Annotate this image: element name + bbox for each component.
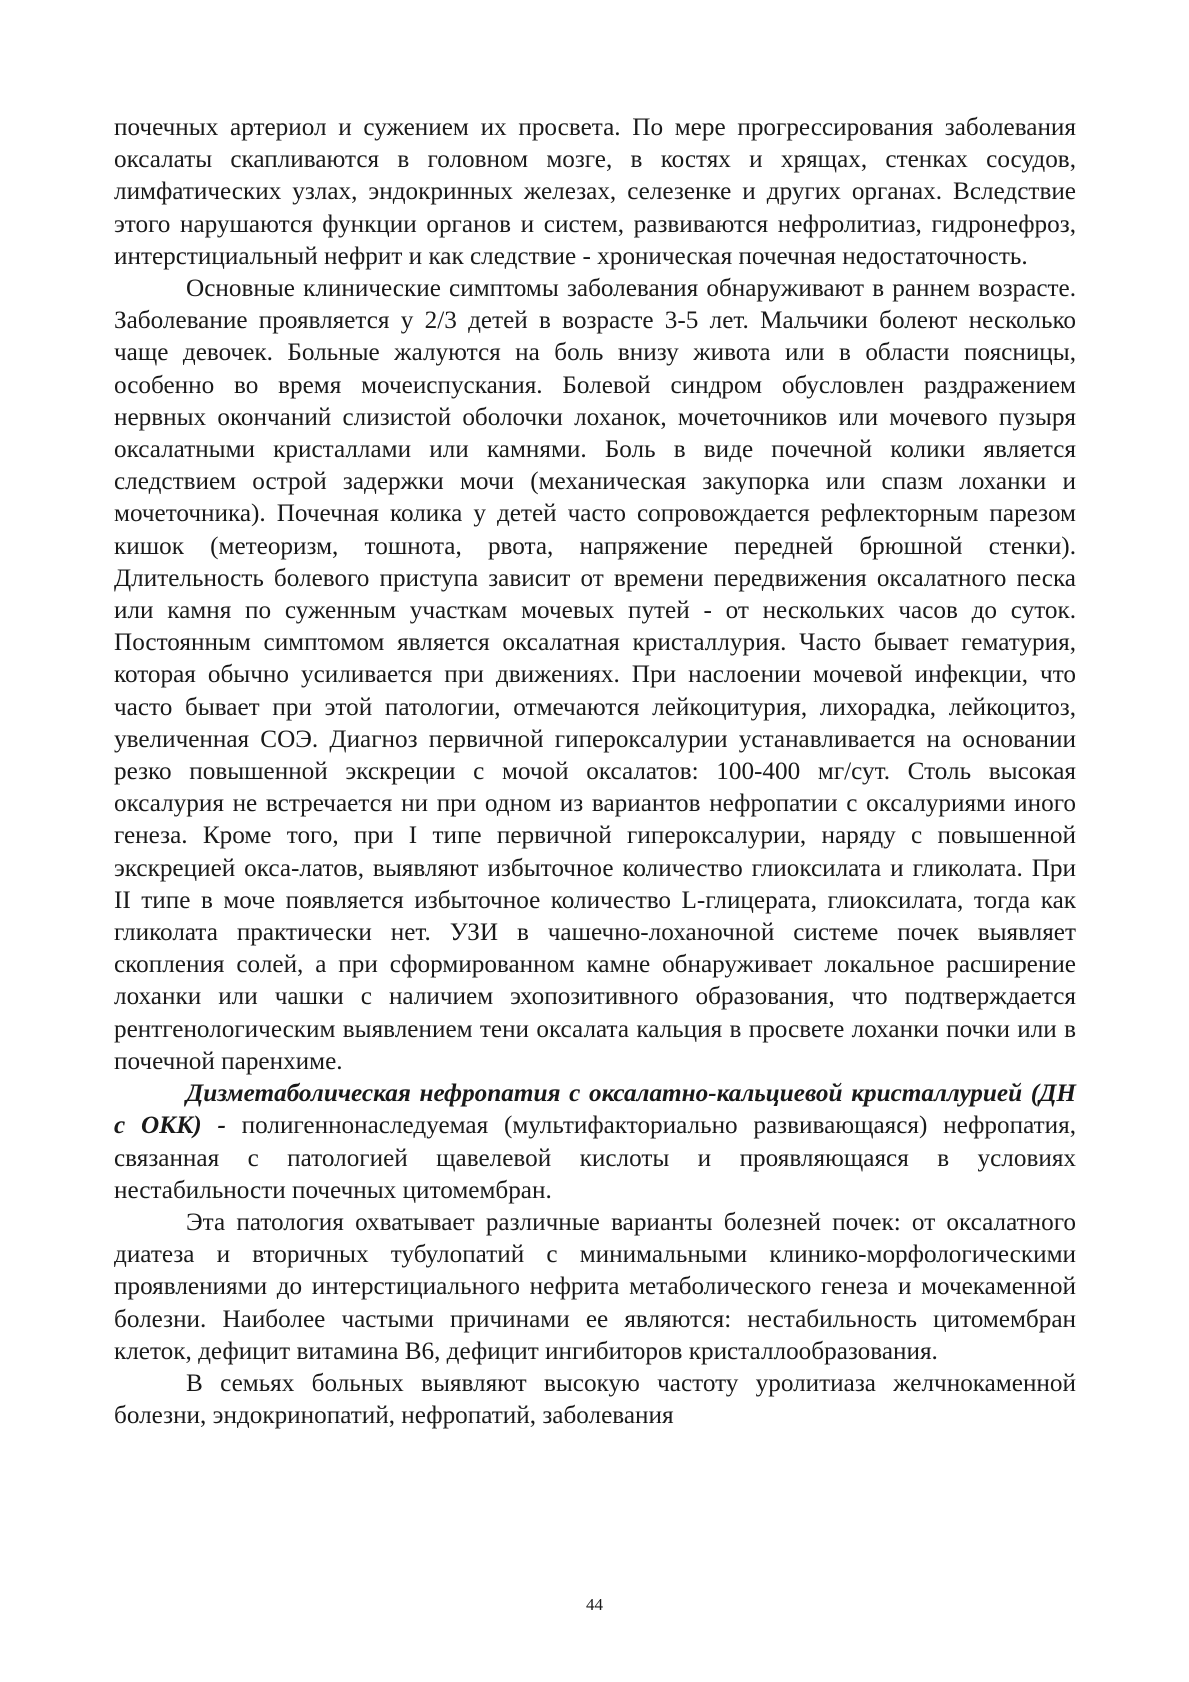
page-number: 44 (586, 1595, 603, 1614)
paragraph-1: почечных артериол и сужением их просвета. По мере прогрессирования заболевания оксалаты скапливаются в головном мозге, в костях и хрящах, стенках сосудов, лимфатических узлах, эндокринных железах, селезенке и других органах. Вследствие этого нарушаются функции органов и систем, развиваются нефролитиаз, гидронефроз, интерстициальный нефрит и как следствие - хроническая почечная недостаточность. (114, 114, 1076, 270)
definition-text: полигеннонаследуемая (мультифакториально развивающаяся) нефропатия, связанная с патологией щавелевой кислоты и проявляющаяся в условиях нестабильности почечных цитомембран. (114, 1112, 1076, 1204)
page-body (114, 112, 1076, 1432)
paragraph-5: В семьях больных выявляют высокую частоту уролитиаза желчнокаменной болезни, эндокринопатий, нефропатий, заболевания (114, 1369, 1076, 1430)
paragraph-4: Эта патология охватывает различные варианты болезней почек: от оксалатного диатеза и вторичных тубулопатий с минимальными клинико-морфологическими проявлениями до интерстициального нефрита метаболического генеза и мочекаменной болезни. Наиболее частыми причинами ее являются: нестабильность цитомембран клеток, дефицит витамина В6, дефицит ингибиторов кристаллообразования. (114, 1208, 1076, 1365)
paragraph-2: Основные клинические симптомы заболевания обнаруживают в раннем возрасте. Заболевание проявляется у 2/3 детей в возрасте 3-5 лет. Мальчики болеют несколько чаще девочек. Больные жалуются на боль внизу живота или в области поясницы, особенно во время мочеиспускания. Болевой синдром обусловлен раздражением нервных окончаний слизистой оболочки лоханок, мочеточников или мочевого пузыря оксалатными кристаллами или камнями. Боль в виде почечной колики является следствием острой задержки мочи (механическая закупорка или спазм лоханки и мочеточника). Почечная колика у детей часто сопровождается рефлекторным парезом кишок (метеоризм, тошнота, рвота, напряжение передней брюшной стенки). Длительность болевого приступа зависит от времени передвижения оксалатного песка или камня по суженным участкам мочевых путей - от нескольких часов до суток. Постоянным симптомом является оксалатная кристаллурия. Часто бывает гематурия, которая обычно усиливается при движениях. При наслоении мочевой инфекции, что часто бывает при этой патологии, отмечаются лейкоцитурия, лихорадка, лейкоцитоз, увеличенная СОЭ. Диагноз первичной гипероксалурии устанавливается на основании резко повышенной экскреции с мочой оксалатов: 100-400 мг/сут. Столь высокая оксалурия не встречается ни при одном из вариантов нефропатии с оксалуриями иного генеза. Кроме того, при I типе первичной гипероксалурии, наряду с повышенной экскрецией окса-латов, выявляют избыточное количество глиоксилата и гликолата. При II типе в моче появляется избыточное количество L-глицерата, глиоксилата, тогда как гликолата практически нет. УЗИ в чашечно-лоханочной системе почек выявляет скопления солей, а при сформированном камне обнаруживает локальное расширение лоханки или чашки с наличием эхопозитивного образования, что подтверждается рентгенологическим выявлением тени оксалата кальция в просвете лоханки почки или в почечной паренхиме. (114, 275, 1076, 1075)
defined-term: Дизметаболическая нефропатия с оксалатно-кальциевой кристаллурией (ДН с ОКК) - (114, 1080, 1076, 1140)
paragraph-3-definition (114, 1078, 1076, 1207)
